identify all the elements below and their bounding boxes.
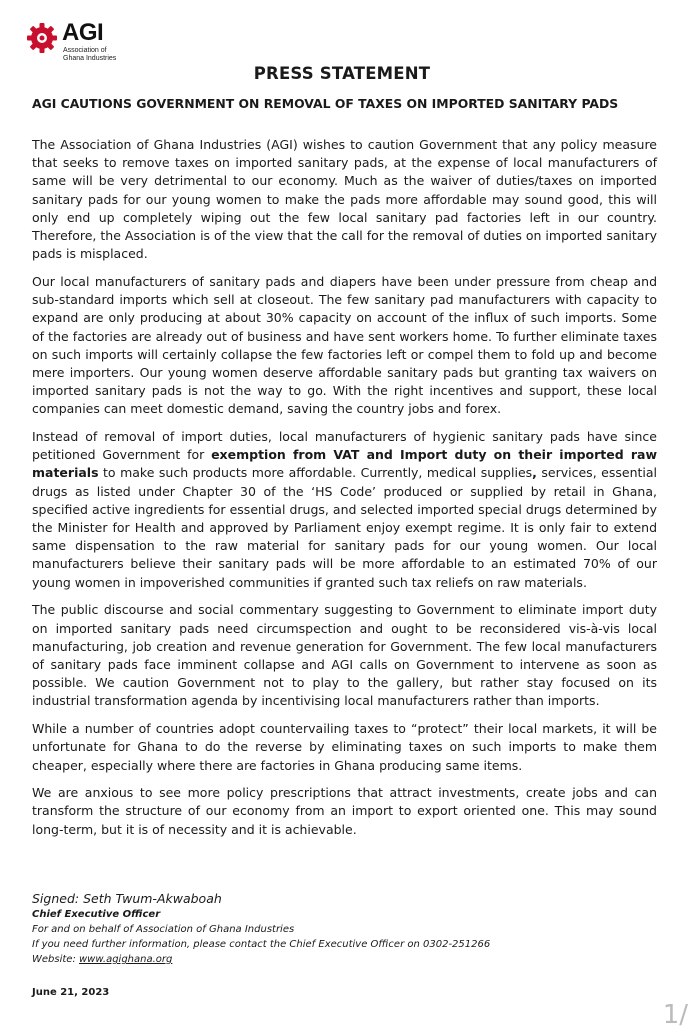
paragraph-6: We are anxious to see more policy prescriptions that attract investments, create jobs and can transform the structure of our economy from an import to export oriented one. This may sound long-term, but it is of necessity and it is achievable.: [32, 785, 657, 837]
paragraph-5: While a number of countries adopt countervailing taxes to “protect” their local markets, it will be unfortunate for Ghana to do the reverse by eliminating taxes on such imports to make them cheaper, especially where there are factories in Ghana producing same items.: [32, 721, 657, 773]
agi-gear-logo-icon: [26, 22, 58, 54]
website-label: Website:: [32, 954, 79, 965]
paragraph-3-part-a: Instead of removal of import duties, local manufacturers of hygienic sanitary pads have since petitioned Government for: [32, 429, 657, 463]
page-title: PRESS STATEMENT: [253, 64, 431, 83]
paragraph-1: The Association of Ghana Industries (AGI) wishes to caution Government that any policy measure that seeks to remove taxes on imported sanitary pads, at the expense of local manufacturers of same will be very detrimental to our economy. Much as the waiver of duties/taxes on imported sanitary pads for our young women to make the pads more affordable may sound good, this will only end up completely wiping out the few local sanitary pad factories left in our country. Therefore, the Association is of the view that the call for the removal of duties on imported sanitary pads is misplaced.: [32, 137, 657, 262]
statement-body: [32, 136, 657, 848]
signatory-title: Chief Executive Officer: [32, 909, 161, 920]
agi-logo: [26, 20, 136, 64]
paragraph-2: Our local manufacturers of sanitary pads and diapers have been under pressure from cheap and sub-standard imports which sell at closeout. The few sanitary pad manufacturers with capacity to expand are only producing at about 30% capacity on account of the influx of such imports. Some of the factories are already out of business and have sent workers home. To further eliminate taxes on such imports will certainly collapse the few factories left or compel them to fold up and become mere importers. Our young women deserve affordable sanitary pads but granting tax waivers on imported sanitary pads is not the way to go. With the right incentives and support, these local companies can meet domestic demand, saving the country jobs and forex.: [32, 273, 657, 417]
paragraph-4: The public discourse and social commentary suggesting to Government to eliminate import duty on imported sanitary pads need circumspection and ought to be reconsidered vis-à-vis local manufacturing, job creation and revenue generation for Government. The few local manufacturers of sanitary pads face imminent collapse and AGI calls on Government to intervene as soon as possible. We caution Government not to play to the gallery, but rather stay focused on its industrial transformation agenda by incentivising local manufacturers rather than imports.: [32, 602, 657, 709]
contact-line: If you need further information, please contact the Chief Executive Officer on 0302-251266: [32, 939, 491, 950]
signature-line: Signed: Seth Twum-Akwaboah: [32, 891, 222, 906]
website-link[interactable]: www.agighana.org: [79, 954, 173, 965]
logo-subtitle-line1: Association of: [63, 47, 107, 54]
logo-subtitle-line2: Ghana Industries: [63, 55, 117, 62]
paragraph-3: [32, 428, 657, 592]
logo-wordmark: AGI: [62, 19, 104, 46]
statement-date: June 21, 2023: [32, 987, 110, 998]
paragraph-3-bold: exemption from VAT and Import duty on their imported raw materials: [32, 447, 658, 481]
paragraph-3-part-c: services, essential drugs as listed under Chapter 30 of the ‘HS Code’ produced or supplied by retail in Ghana, specified active ingredients for essential drugs, and selected imported special drugs determined by the Minister for Health and approved by Parliament enjoy exempt regime. It is only fair to extend same dispensation to the raw material for sanitary pads for our young women. Our local manufacturers believe their sanitary pads will be more affordable to an estimated 70% of our young women in impoverished communities if granted such tax reliefs on raw materials.: [32, 465, 658, 590]
website-line: [32, 954, 172, 965]
headline: AGI CAUTIONS GOVERNMENT ON REMOVAL OF TAXES ON IMPORTED SANITARY PADS: [32, 96, 619, 111]
behalf-line: For and on behalf of Association of Ghana Industries: [32, 924, 295, 935]
page-number: 1/: [662, 1000, 688, 1030]
logo-subtitle: [63, 47, 143, 63]
paragraph-3-part-b: to make such products more affordable. Currently, medical supplies: [98, 465, 533, 481]
paragraph-3-bold-comma: ,: [532, 465, 537, 481]
